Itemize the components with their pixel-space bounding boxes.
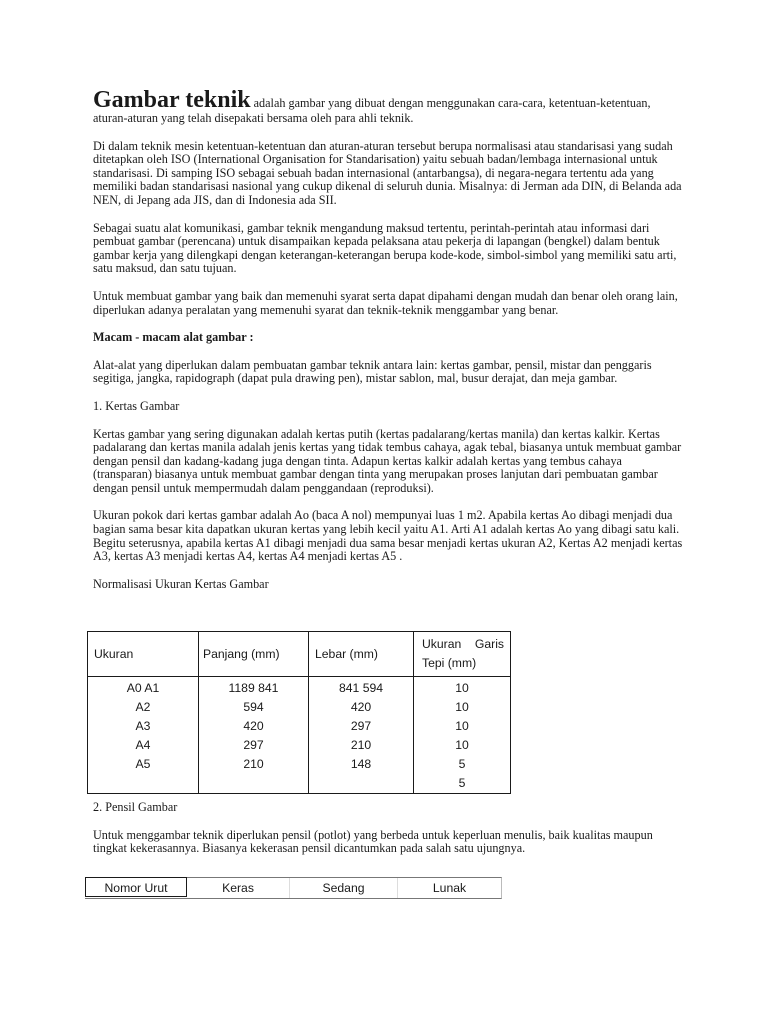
lower-section — [93, 801, 683, 856]
header-panjang: Panjang (mm) — [199, 632, 309, 677]
cell: 841 594 — [309, 677, 414, 699]
cell: 420 — [309, 698, 414, 717]
table-row — [88, 755, 511, 774]
intro-text: adalah gambar yang dibuat dengan menggunakan cara-cara, ketentuan-ketentuan, aturan-aturan yang telah disepakati bersama oleh para ahli teknik. — [93, 96, 651, 125]
cell: 5 — [414, 755, 511, 774]
pencil-hardness-table — [85, 877, 502, 899]
cell: A4 — [135, 738, 151, 752]
cell: 297 — [309, 717, 414, 736]
document-body — [93, 88, 683, 591]
intro-paragraph — [93, 88, 683, 126]
cell: 420 — [199, 717, 309, 736]
heading-normalisasi: Normalisasi Ukuran Kertas Gambar — [93, 576, 269, 591]
table-row — [88, 717, 511, 736]
header-garis-word2: Garis — [474, 637, 504, 651]
cell — [88, 774, 199, 794]
cell: 10 — [414, 736, 511, 755]
cell: A2 — [135, 700, 151, 714]
heading-pensil-gambar: 2. Pensil Gambar — [93, 800, 178, 814]
heading-kertas-gambar: 1. Kertas Gambar — [93, 398, 180, 413]
paragraph-kertas: Kertas gambar yang sering digunakan adalah kertas putih (kertas padalarang/kertas manila) dan kertas kalkir. Kertas padalarang dan kertas manila adalah jenis kertas yang tidak tembus cahaya, agak tebal, biasanya untuk membuat gambar dengan pensil dan kadang-kadang juga dengan tinta. Adapun kertas kalkir adalah kertas yang tembus cahaya (transparan) biasanya untuk membuat gambar dengan tinta yang merupakan proses lanjutan dari pembuatan gambar dengan pensil untuk mempermudah dalam penggandaan (reproduksi). — [93, 426, 682, 495]
cell: 5 — [414, 774, 511, 794]
paper-size-table — [87, 631, 511, 794]
cell — [199, 774, 309, 794]
header-keras: Keras — [187, 878, 290, 898]
paragraph-alat-alat: Alat-alat yang diperlukan dalam pembuatan gambar teknik antara lain: kertas gambar, pensil, mistar dan penggaris segitiga, jangka, rapidograph (dapat pula drawing pen), mistar sablon, mal, busur derajat, dan meja gambar. — [93, 357, 652, 386]
header-ukuran: Ukuran — [88, 632, 199, 677]
header-garis-word1: Ukuran — [422, 637, 462, 651]
paragraph-iso: Di dalam teknik mesin ketentuan-ketentuan dan aturan-aturan tersebut berupa normalisasi atau standarisasi yang sudah ditetapkan oleh ISO (International Organisation for Standarisation) yaitu sebuah badan/lembaga internasional untuk standarisasi. Di samping ISO sebagai sebuah badan internasional (antarbangsa), di negara-negara tertentu ada yang memiliki badan standarisasi nasional yang cukup dikenal di seluruh dunia. Misalnya: di Jerman ada DIN, di Belanda ada NEN, di Jepang ada JIS, dan di Indonesia ada SII. — [93, 138, 682, 207]
cell: 148 — [309, 755, 414, 774]
table-row — [88, 736, 511, 755]
paragraph-pensil: Untuk menggambar teknik diperlukan pensil (potlot) yang berbeda untuk keperluan menulis, baik kualitas maupun tingkat kekerasannya. Biasanya kekerasan pensil dicantumkan pada salah satu ujungnya. — [93, 827, 653, 856]
paragraph-peralatan: Untuk membuat gambar yang baik dan memenuhi syarat serta dapat dipahami dengan mudah dan benar oleh orang lain, diperlukan adanya peralatan yang memenuhi syarat dan teknik-teknik menggambar yang benar. — [93, 288, 678, 317]
paragraph-komunikasi: Sebagai suatu alat komunikasi, gambar teknik mengandung maksud tertentu, perintah-perintah atau informasi dari pembuat gambar (perencana) untuk disampaikan kepada pelaksana atau pekerja di lapangan (bengkel) dalam bentuk gambar kerja yang dilengkapi dengan keterangan-keterangan berupa kode-kode, simbol-simbol yang memiliki satu arti, satu maksud, dan satu tujuan. — [93, 220, 677, 276]
paragraph-ukuran: Ukuran pokok dari kertas gambar adalah Ao (baca A nol) mempunyai luas 1 m2. Apabila kertas Ao dibagi menjadi dua bagian sama besar kita dapatkan ukuran kertas yang lebih kecil yaitu A1. Arti A1 adalah kertas Ao yang dibagi satu kali. Begitu seterusnya, apabila kertas A1 dibagi menjadi dua sama besar menjadi kertas ukuran A2, Kertas A2 menjadi kertas A3, kertas A3 menjadi kertas A4, kertas A4 menjadi kertas A5 . — [93, 508, 683, 564]
cell: 297 — [199, 736, 309, 755]
cell — [309, 774, 414, 794]
cell: 594 — [199, 698, 309, 717]
header-lunak: Lunak — [432, 881, 467, 895]
header-nomor-urut: Nomor Urut — [85, 877, 187, 897]
table-row — [88, 677, 511, 699]
heading-macam-alat: Macam - macam alat gambar : — [93, 330, 254, 345]
table-header-row — [88, 632, 511, 677]
cell: 210 — [199, 755, 309, 774]
header-lebar: Lebar (mm) — [309, 632, 414, 677]
cell: A5 — [135, 757, 151, 771]
cell: 10 — [414, 698, 511, 717]
document-title: Gambar teknik — [93, 87, 251, 113]
table-row — [88, 698, 511, 717]
cell: 210 — [309, 736, 414, 755]
cell: 1189 841 — [199, 677, 309, 699]
header-garis-line2: Tepi (mm) — [422, 656, 477, 670]
cell: 10 — [414, 717, 511, 736]
header-sedang: Sedang — [290, 878, 398, 898]
cell: A0 A1 — [126, 681, 160, 695]
cell: 10 — [414, 677, 511, 699]
table-row — [88, 774, 511, 794]
header-garis-tepi — [414, 632, 511, 677]
cell: A3 — [135, 719, 151, 733]
